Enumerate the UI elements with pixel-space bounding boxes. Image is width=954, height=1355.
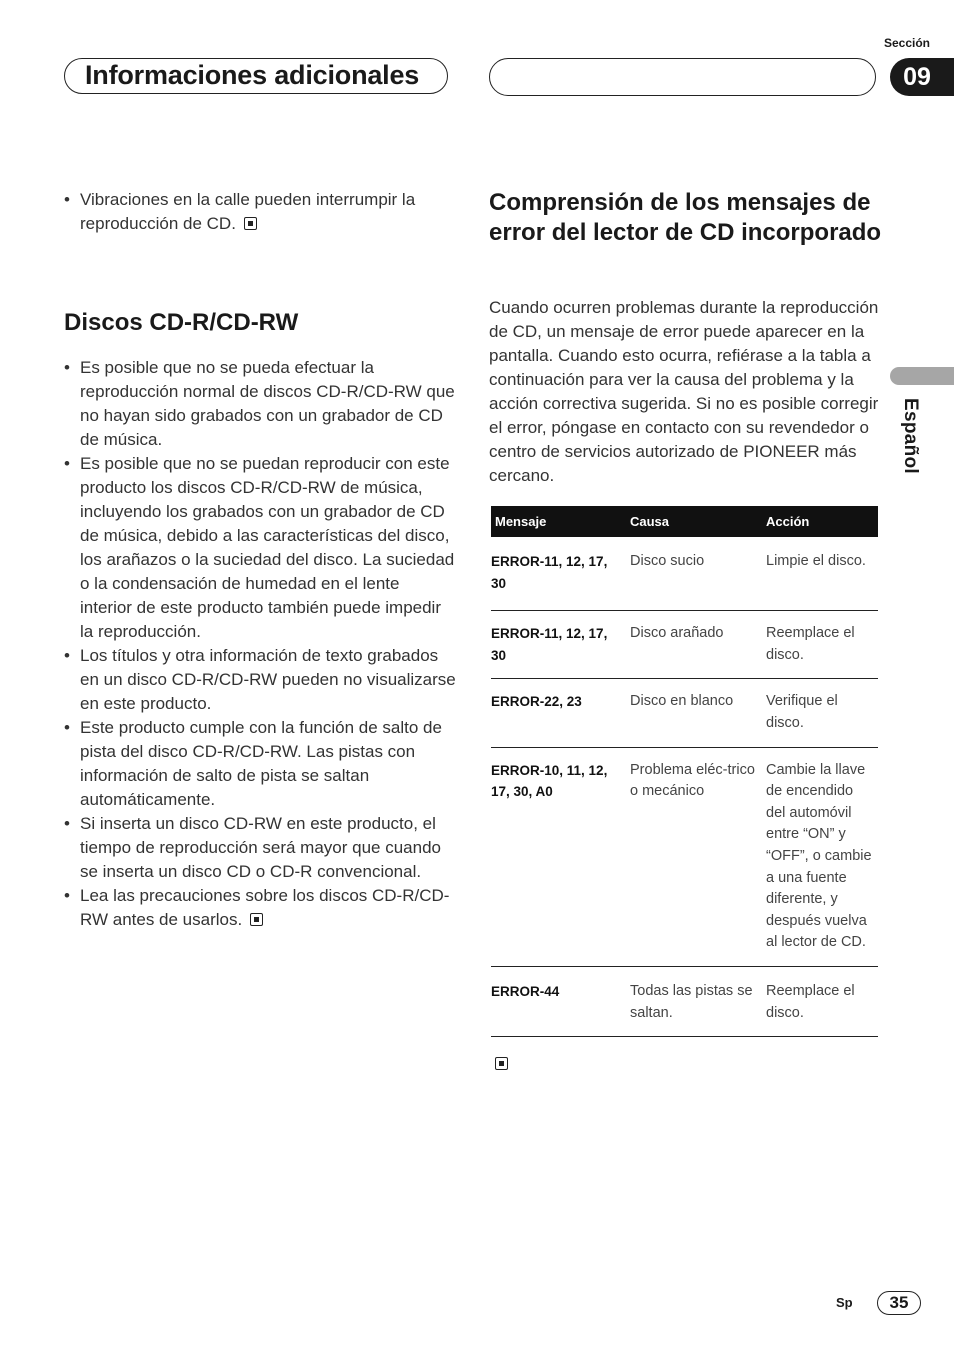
action-cell: Cambie la llave de encendido del automóvil entre “ON” y “OFF”, o cambie a una fuente diferente, y después vuelva al lector de CD. <box>762 747 878 966</box>
message-cell: ERROR-11, 12, 17, 30 <box>491 537 626 611</box>
column-header: Causa <box>626 506 762 537</box>
cause-cell: Problema eléc-trico o mecánico <box>626 747 762 966</box>
list-item: • Es posible que no se puedan reproducir con este producto los discos CD-R/CD-RW de música, incluyendo los grabados con un grabador de CD de música, debido a las características del disco, los arañazos o la suciedad del disco. La suciedad o la condensación de humedad en el lente interior de este producto también puede impedir la reproducción. <box>64 452 456 644</box>
language-tab-bar <box>890 367 954 385</box>
page-number: 35 <box>877 1291 921 1315</box>
table-row <box>491 611 878 679</box>
action-cell: Reemplace el disco. <box>762 966 878 1036</box>
cause-cell: Disco arañado <box>626 611 762 679</box>
intro-paragraph: Cuando ocurren problemas durante la reproducción de CD, un mensaje de error puede aparecer en la pantalla. Cuando esto ocurra, refiérase a la tabla a continuación para ver la causa del problema y la acción correctiva sugerida. Si no es posible corregir el error, póngase en contacto con su revendedor o centro de servicios autorizado de PIONEER más cercano. <box>489 298 879 485</box>
error-table <box>491 506 878 1037</box>
list-item: • Vibraciones en la calle pueden interrumpir la reproducción de CD. <box>64 188 454 236</box>
cause-cell: Todas las pistas se saltan. <box>626 966 762 1036</box>
column-header: Acción <box>762 506 878 537</box>
action-cell: Verifique el disco. <box>762 679 878 747</box>
cause-cell: Disco sucio <box>626 537 762 611</box>
cd-r-heading: Discos CD-R/CD-RW <box>64 309 299 336</box>
table-row <box>491 537 878 611</box>
header-empty-box <box>489 58 876 96</box>
error-table-wrapper <box>491 506 878 1074</box>
table-header-row <box>491 506 878 537</box>
table-row <box>491 747 878 966</box>
action-cell: Reemplace el disco. <box>762 611 878 679</box>
message-cell: ERROR-22, 23 <box>491 679 626 747</box>
message-cell: ERROR-44 <box>491 966 626 1036</box>
error-messages-heading: Comprensión de los mensajes de error del lector de CD incorporado <box>489 189 882 246</box>
table-row <box>491 966 878 1036</box>
section-number-tab: 09 <box>890 58 954 96</box>
stop-square-icon <box>244 217 257 230</box>
stop-square-icon <box>495 1057 508 1070</box>
cd-r-bullet-list <box>64 356 456 932</box>
list-item: • Si inserta un disco CD-RW en este producto, el tiempo de reproducción será mayor que cuando se inserta un disco CD o CD-R convencional. <box>64 812 456 884</box>
message-cell: ERROR-10, 11, 12, 17, 30, A0 <box>491 747 626 966</box>
message-cell: ERROR-11, 12, 17, 30 <box>491 611 626 679</box>
language-label: Español <box>900 398 921 475</box>
section-label: Sección <box>883 36 930 50</box>
list-item: • Este producto cumple con la función de salto de pista del disco CD-R/CD-RW. Las pistas con información de salto de pista se saltan automáticamente. <box>64 716 456 812</box>
cause-cell: Disco en blanco <box>626 679 762 747</box>
list-item: • Los títulos y otra información de texto grabados en un disco CD-R/CD-RW pueden no visualizarse en este producto. <box>64 644 456 716</box>
column-header: Mensaje <box>491 506 626 537</box>
stop-square-icon <box>250 913 263 926</box>
chapter-title: Informaciones adicionales <box>85 60 420 90</box>
footer-language-code: Sp <box>836 1295 853 1310</box>
top-bullet-list <box>64 188 454 236</box>
list-item: • Es posible que no se pueda efectuar la reproducción normal de discos CD-R/CD-RW que no hayan sido grabados con un grabador de CD de música. <box>64 356 456 452</box>
table-row <box>491 679 878 747</box>
list-item: • Lea las precauciones sobre los discos CD-R/CD-RW antes de usarlos. <box>64 884 456 932</box>
chapter-title-box <box>64 58 448 94</box>
action-cell: Limpie el disco. <box>762 537 878 611</box>
